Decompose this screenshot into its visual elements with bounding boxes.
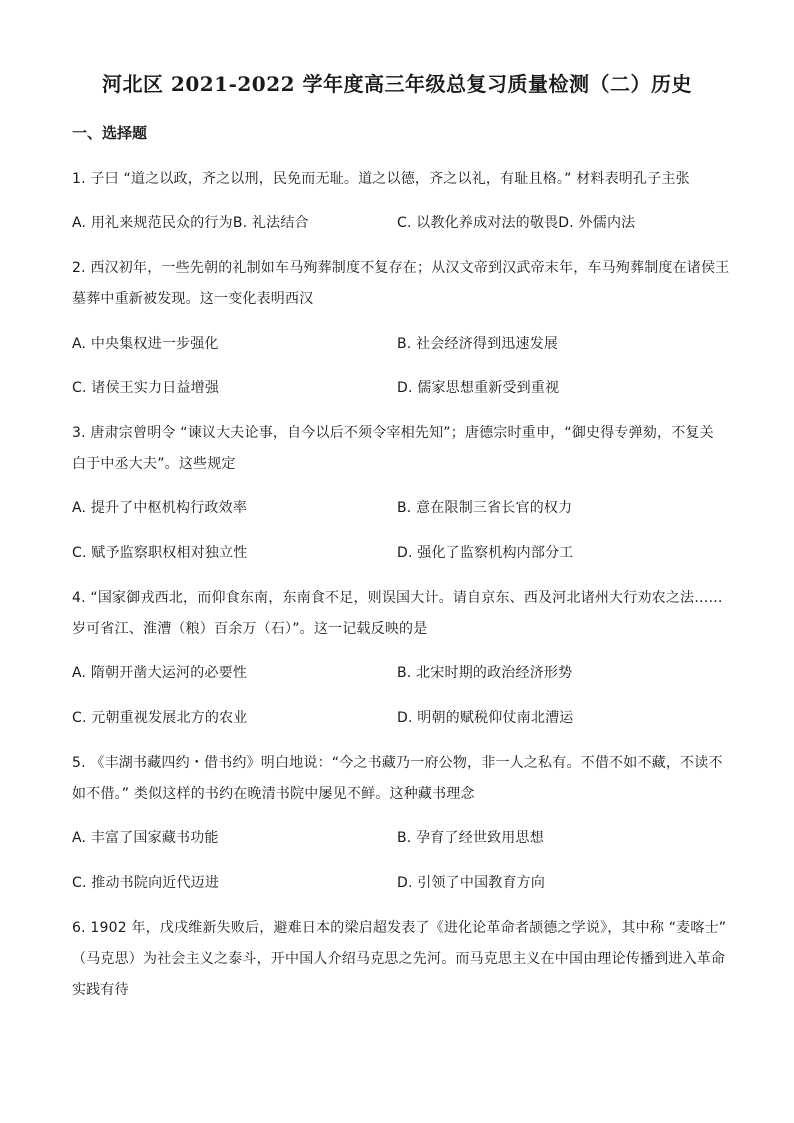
question-6-stem-line-2: （马克思）为社会主义之泰斗，开中国人介绍马克思之先河。而马克思主义在中国由理论传播到进入革命: [72, 951, 726, 967]
question-1-options-cd: C. 以教化养成对法的敬畏D. 外儒内法: [397, 215, 636, 231]
section-heading: 一、选择题: [72, 124, 148, 142]
question-3-stem-line-2: 白于中丞大夫”。这些规定: [72, 456, 236, 472]
question-4-option-c: C. 元朝重视发展北方的农业: [72, 710, 248, 726]
question-6-stem-line-3: 实践有待: [72, 982, 129, 998]
question-2-option-d: D. 儒家思想重新受到重视: [397, 380, 560, 396]
question-2-stem-line-2: 墓葬中重新被发现。这一变化表明西汉: [72, 291, 314, 307]
question-4-option-b: B. 北宋时期的政治经济形势: [397, 665, 573, 681]
question-5-option-b: B. 孕育了经世致用思想: [397, 830, 544, 846]
question-6-stem-line-1: 6. 1902 年，戊戌维新失败后，避难日本的梁启超发表了《进化论革命者颉德之学说》，其中称 “麦喀士”: [72, 920, 727, 936]
question-4-stem-line-2: 岁可省江、淮漕（粮）百余万（石）”。这一记载反映的是: [72, 621, 428, 637]
question-3-option-d: D. 强化了监察机构内部分工: [397, 545, 574, 561]
question-2-option-a: A. 中央集权进一步强化: [72, 336, 219, 352]
question-5-option-a: A. 丰富了国家藏书功能: [72, 830, 219, 846]
question-3-stem-line-1: 3. 唐肃宗曾明令 “谏议大夫论事，自今以后不须令宰相先知”；唐德宗时重申，“御史得专弹劾，不复关: [72, 425, 714, 441]
question-1-options-ab: A. 用礼来规范民众的行为B. 礼法结合: [72, 215, 309, 231]
question-1-stem: 1. 子曰 “道之以政，齐之以刑，民免而无耻。道之以德，齐之以礼，有耻且格。” 材料表明孔子主张: [72, 171, 690, 187]
question-5-option-d: D. 引领了中国教育方向: [397, 875, 546, 891]
question-5-option-c: C. 推动书院向近代迈进: [72, 875, 220, 891]
question-2-option-b: B. 社会经济得到迅速发展: [397, 336, 559, 352]
question-3-option-c: C. 赋予监察职权相对独立性: [72, 545, 248, 561]
question-3-option-b: B. 意在限制三省长官的权力: [397, 500, 573, 516]
question-4-option-d: D. 明朝的赋税仰仗南北漕运: [397, 710, 574, 726]
question-5-stem-line-1: 5. 《丰湖书藏四约・借书约》明白地说：“今之书藏乃一府公物，非一人之私有。不借不如不藏，不读不: [72, 755, 723, 771]
question-2-option-c: C. 诸侯王实力日益增强: [72, 380, 220, 396]
question-2-stem-line-1: 2. 西汉初年，一些先朝的礼制如车马殉葬制度不复存在；从汉文帝到汉武帝末年，车马殉葬制度在诸侯王: [72, 260, 730, 276]
question-3-option-a: A. 提升了中枢机构行政效率: [72, 500, 248, 516]
question-4-stem-line-1: 4. “国家御戎西北，而仰食东南，东南食不足，则误国大计。请自京东、西及河北诸州大行劝农之法……: [72, 590, 723, 606]
question-5-stem-line-2: 如不借。” 类似这样的书约在晚清书院中屡见不鲜。这种藏书理念: [72, 786, 475, 802]
exam-title: 河北区 2021-2022 学年度高三年级总复习质量检测（二）历史: [101, 72, 693, 96]
question-4-option-a: A. 隋朝开凿大运河的必要性: [72, 665, 248, 681]
